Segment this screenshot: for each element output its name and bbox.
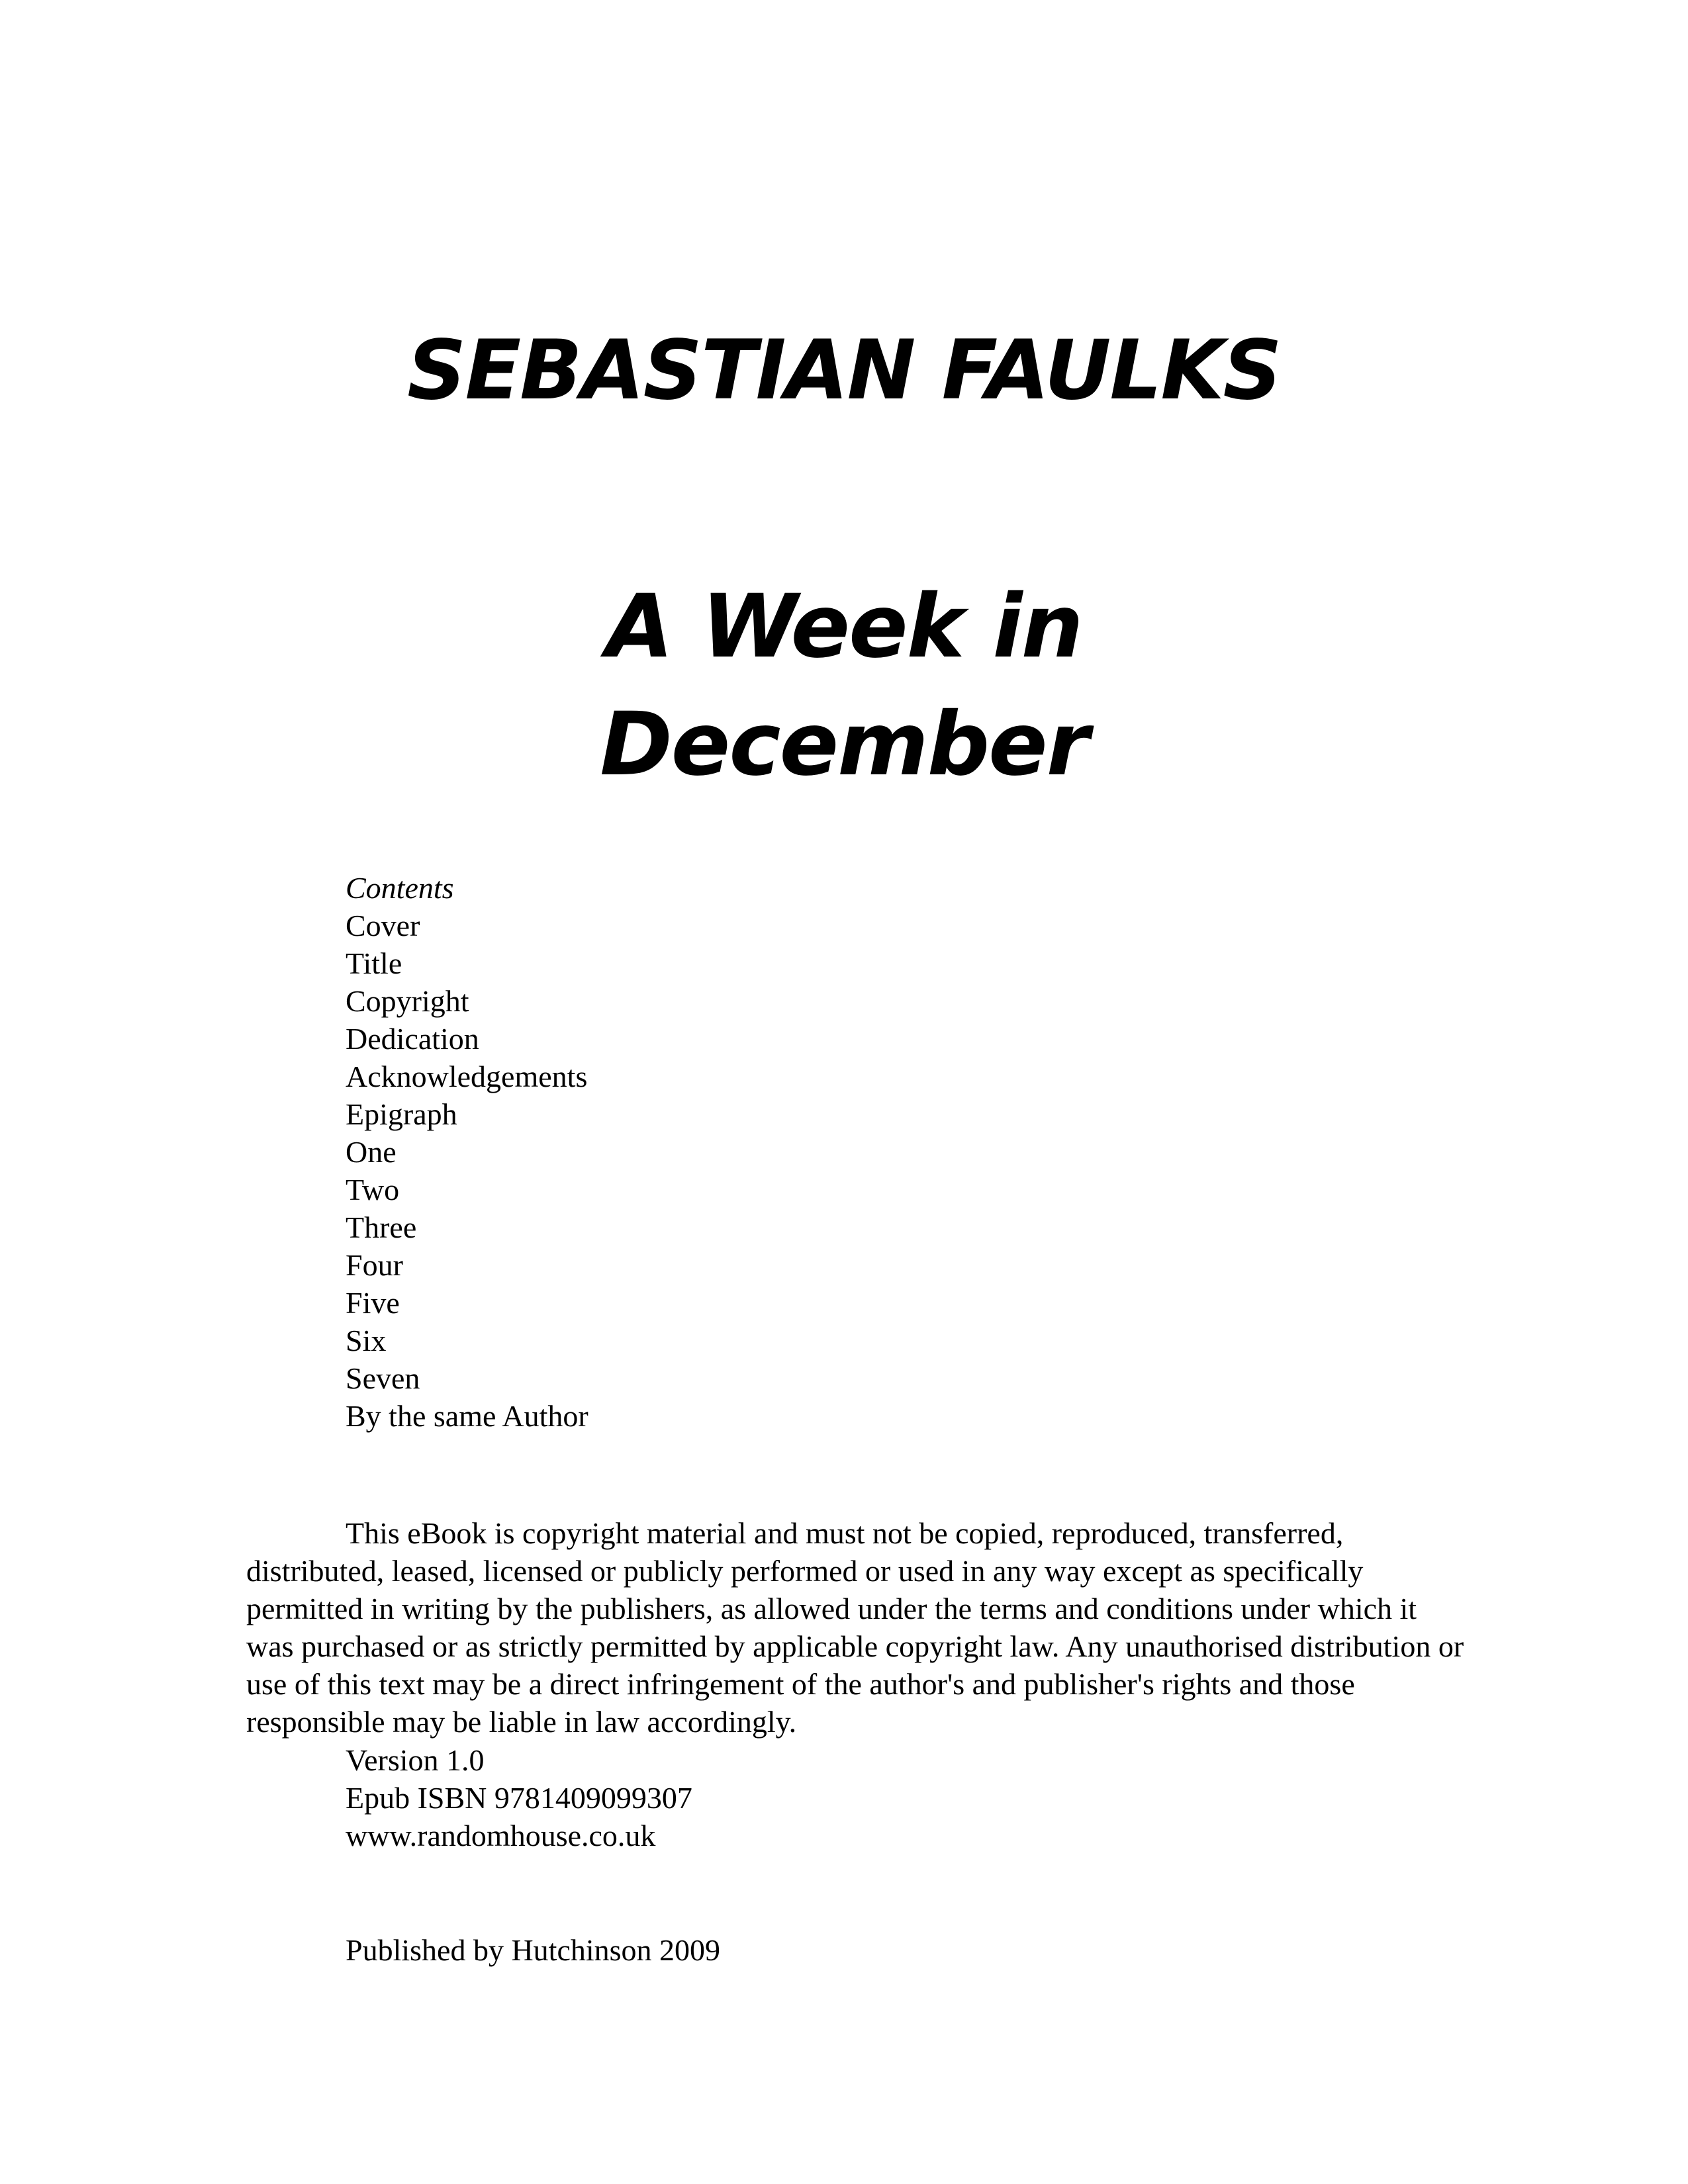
book-title-line-1: A Week in — [606, 576, 1082, 678]
toc-item-two[interactable]: Two — [346, 1173, 400, 1206]
toc-item-seven[interactable]: Seven — [346, 1361, 420, 1395]
toc-item-five[interactable]: Five — [346, 1286, 400, 1320]
table-of-contents — [346, 869, 588, 1435]
author-name: SEBASTIAN FAULKS — [407, 323, 1281, 418]
book-title-line-2: December — [600, 694, 1088, 796]
edition-info — [346, 1741, 692, 1854]
copyright-notice — [246, 1514, 1471, 1741]
toc-item-four[interactable]: Four — [346, 1248, 403, 1282]
toc-item-one[interactable]: One — [346, 1135, 397, 1169]
contents-heading: Contents — [346, 871, 454, 905]
toc-item-title[interactable]: Title — [346, 946, 402, 980]
book-title — [0, 568, 1688, 803]
toc-item-six[interactable]: Six — [346, 1324, 387, 1357]
toc-item-cover[interactable]: Cover — [346, 909, 420, 942]
copyright-notice-text: This eBook is copyright material and must not be copied, reproduced, transferred, distributed, leased, licensed or publicly performed or used in any way except as specifically permitted in writing by the publishers, as allowed under the terms and conditions under which it was purchased or as strictly permitted by applicable copyright law. Any unauthorised distribution or use of this text may be a direct infringement of the author's and publisher's rights and those responsible may be liable in law accordingly. — [246, 1516, 1464, 1739]
publisher-line: Published by Hutchinson 2009 — [346, 1933, 721, 1967]
toc-item-three[interactable]: Three — [346, 1210, 417, 1244]
publisher-website: www.randomhouse.co.uk — [346, 1819, 656, 1852]
toc-item-epigraph[interactable]: Epigraph — [346, 1097, 457, 1131]
toc-item-by-the-same-author[interactable]: By the same Author — [346, 1399, 588, 1433]
version-label: Version 1.0 — [346, 1743, 485, 1777]
toc-item-acknowledgements[interactable]: Acknowledgements — [346, 1060, 588, 1093]
isbn-label: Epub ISBN 9781409099307 — [346, 1781, 692, 1815]
toc-item-dedication[interactable]: Dedication — [346, 1022, 479, 1056]
toc-item-copyright[interactable]: Copyright — [346, 984, 469, 1018]
